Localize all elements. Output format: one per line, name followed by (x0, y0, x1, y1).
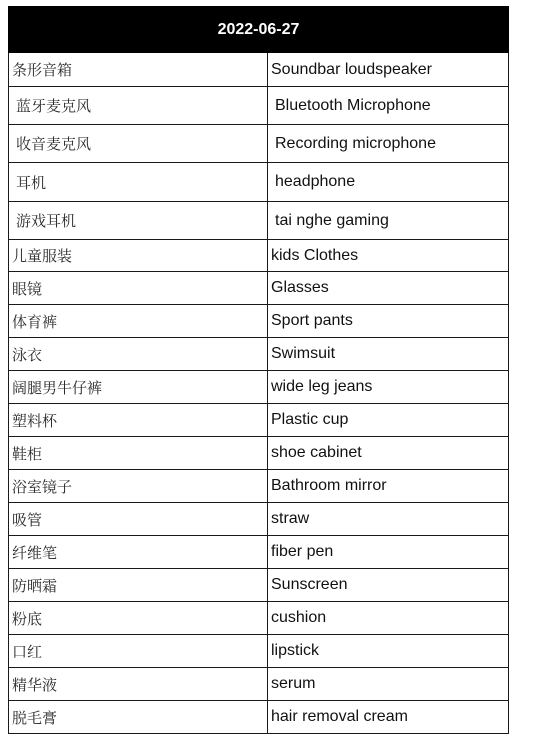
table-row (9, 163, 509, 202)
english-name-cell: headphone (268, 163, 509, 202)
table-row (9, 305, 509, 338)
chinese-name-cell: 口红 (9, 635, 268, 668)
table-row (9, 125, 509, 163)
chinese-name-cell: 收音麦克风 (9, 125, 268, 163)
table-row (9, 668, 509, 701)
english-name-cell: cushion (268, 602, 509, 635)
chinese-name-cell: 塑料杯 (9, 404, 268, 437)
english-name-cell: Recording microphone (268, 125, 509, 163)
table-row (9, 536, 509, 569)
table-row (9, 87, 509, 125)
table-row (9, 53, 509, 87)
chinese-name-cell: 儿童服装 (9, 240, 268, 272)
product-translation-table (8, 6, 509, 734)
table-row (9, 701, 509, 734)
chinese-name-cell: 吸管 (9, 503, 268, 536)
chinese-name-cell: 游戏耳机 (9, 202, 268, 240)
english-name-cell: wide leg jeans (268, 371, 509, 404)
table-row (9, 404, 509, 437)
english-name-cell: lipstick (268, 635, 509, 668)
table-row (9, 437, 509, 470)
english-name-cell: Soundbar loudspeaker (268, 53, 509, 87)
english-name-cell: Plastic cup (268, 404, 509, 437)
chinese-name-cell: 脱毛膏 (9, 701, 268, 734)
chinese-name-cell: 精华液 (9, 668, 268, 701)
chinese-name-cell: 阔腿男牛仔裤 (9, 371, 268, 404)
table-row (9, 635, 509, 668)
chinese-name-cell: 粉底 (9, 602, 268, 635)
english-name-cell: Sunscreen (268, 569, 509, 602)
table-row (9, 602, 509, 635)
english-name-cell: Glasses (268, 272, 509, 305)
english-name-cell: Bathroom mirror (268, 470, 509, 503)
english-name-cell: straw (268, 503, 509, 536)
table-row (9, 503, 509, 536)
table-row (9, 371, 509, 404)
table-row (9, 240, 509, 272)
chinese-name-cell: 条形音箱 (9, 53, 268, 87)
chinese-name-cell: 纤维笔 (9, 536, 268, 569)
english-name-cell: Sport pants (268, 305, 509, 338)
table-row (9, 272, 509, 305)
chinese-name-cell: 防晒霜 (9, 569, 268, 602)
header-row (9, 7, 509, 53)
english-name-cell: Swimsuit (268, 338, 509, 371)
table-row (9, 470, 509, 503)
english-name-cell: fiber pen (268, 536, 509, 569)
english-name-cell: shoe cabinet (268, 437, 509, 470)
date-header: 2022-06-27 (9, 7, 509, 53)
chinese-name-cell: 浴室镜子 (9, 470, 268, 503)
chinese-name-cell: 耳机 (9, 163, 268, 202)
english-name-cell: hair removal cream (268, 701, 509, 734)
chinese-name-cell: 泳衣 (9, 338, 268, 371)
chinese-name-cell: 蓝牙麦克风 (9, 87, 268, 125)
english-name-cell: Bluetooth Microphone (268, 87, 509, 125)
table-body (9, 53, 509, 734)
english-name-cell: serum (268, 668, 509, 701)
table-row (9, 569, 509, 602)
chinese-name-cell: 体育裤 (9, 305, 268, 338)
english-name-cell: kids Clothes (268, 240, 509, 272)
table-row (9, 338, 509, 371)
chinese-name-cell: 眼镜 (9, 272, 268, 305)
table-row (9, 202, 509, 240)
english-name-cell: tai nghe gaming (268, 202, 509, 240)
chinese-name-cell: 鞋柜 (9, 437, 268, 470)
